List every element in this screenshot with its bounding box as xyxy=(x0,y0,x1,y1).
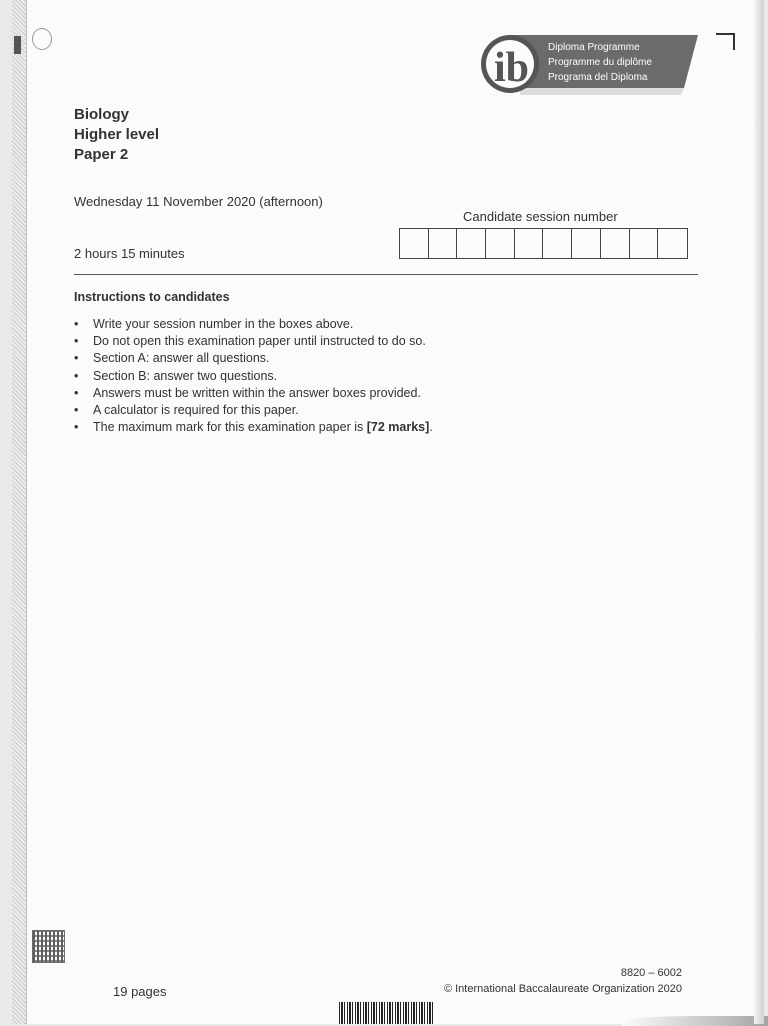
instruction-text: Section A: answer all questions. xyxy=(93,351,270,366)
instructions-list xyxy=(74,316,433,436)
session-digit-box[interactable] xyxy=(630,229,659,258)
instruction-item xyxy=(74,350,433,367)
instruction-item xyxy=(74,402,433,419)
instruction-item-max-mark xyxy=(74,419,433,436)
bullet: • xyxy=(74,368,79,383)
session-digit-box[interactable] xyxy=(515,229,544,258)
instruction-item xyxy=(74,385,433,402)
logo-line-2: Programme du diplôme xyxy=(548,57,652,68)
level-title: Higher level xyxy=(74,126,160,143)
paper-title: Paper 2 xyxy=(74,146,129,163)
instruction-text: Do not open this examination paper until instructed to do so. xyxy=(93,334,426,349)
binding-edge xyxy=(12,0,27,1024)
exam-title xyxy=(74,105,159,165)
qr-code-icon xyxy=(32,930,65,963)
instruction-text: Answers must be written within the answer boxes provided. xyxy=(93,385,421,400)
paper-code: 8820 – 6002 xyxy=(620,967,682,979)
binding-mark xyxy=(14,36,21,54)
bullet: • xyxy=(74,385,79,400)
instruction-item xyxy=(74,316,433,333)
instruction-text: A calculator is required for this paper. xyxy=(93,403,299,418)
session-digit-box[interactable] xyxy=(486,229,515,258)
svg-text:ib: ib xyxy=(494,45,530,91)
session-digit-box[interactable] xyxy=(601,229,630,258)
instruction-item xyxy=(74,368,433,385)
session-digit-box[interactable] xyxy=(429,229,458,258)
instruction-text: The maximum mark for this examination paper is xyxy=(93,420,367,435)
header-divider xyxy=(74,274,698,275)
candidate-session-label: Candidate session number xyxy=(463,209,618,224)
instruction-text: Section B: answer two questions. xyxy=(93,368,278,383)
page-edge-shadow xyxy=(754,0,764,1024)
session-digit-box[interactable] xyxy=(400,229,429,258)
barcode-icon xyxy=(339,1002,434,1024)
session-digit-box[interactable] xyxy=(658,229,687,258)
punch-hole xyxy=(32,28,52,50)
bullet: • xyxy=(74,317,79,331)
exam-duration: 2 hours 15 minutes xyxy=(74,246,185,261)
copyright: © International Baccalaureate Organization 2020 xyxy=(443,983,682,995)
max-mark: [72 marks] xyxy=(366,420,430,435)
bullet: • xyxy=(74,351,79,366)
exam-page xyxy=(12,0,764,1024)
bullet: • xyxy=(74,403,79,418)
subject-title: Biology xyxy=(74,106,129,123)
corner-registration-mark xyxy=(716,33,735,50)
instructions-title: Instructions to candidates xyxy=(74,290,230,304)
logo-line-3: Programa del Diploma xyxy=(548,72,648,83)
candidate-session-boxes[interactable] xyxy=(399,228,688,259)
bullet: • xyxy=(74,334,79,349)
session-digit-box[interactable] xyxy=(457,229,486,258)
ib-logo xyxy=(480,33,698,95)
instruction-item xyxy=(74,333,433,350)
page-count: 19 pages xyxy=(113,984,167,999)
bullet: • xyxy=(74,420,79,435)
session-digit-box[interactable] xyxy=(543,229,572,258)
exam-date: Wednesday 11 November 2020 (afternoon) xyxy=(74,194,323,209)
instruction-suffix: . xyxy=(429,420,433,435)
session-digit-box[interactable] xyxy=(572,229,601,258)
page-curl xyxy=(622,1016,768,1026)
logo-line-1: Diploma Programme xyxy=(548,42,640,53)
instruction-text: Write your session number in the boxes above. xyxy=(93,317,354,331)
